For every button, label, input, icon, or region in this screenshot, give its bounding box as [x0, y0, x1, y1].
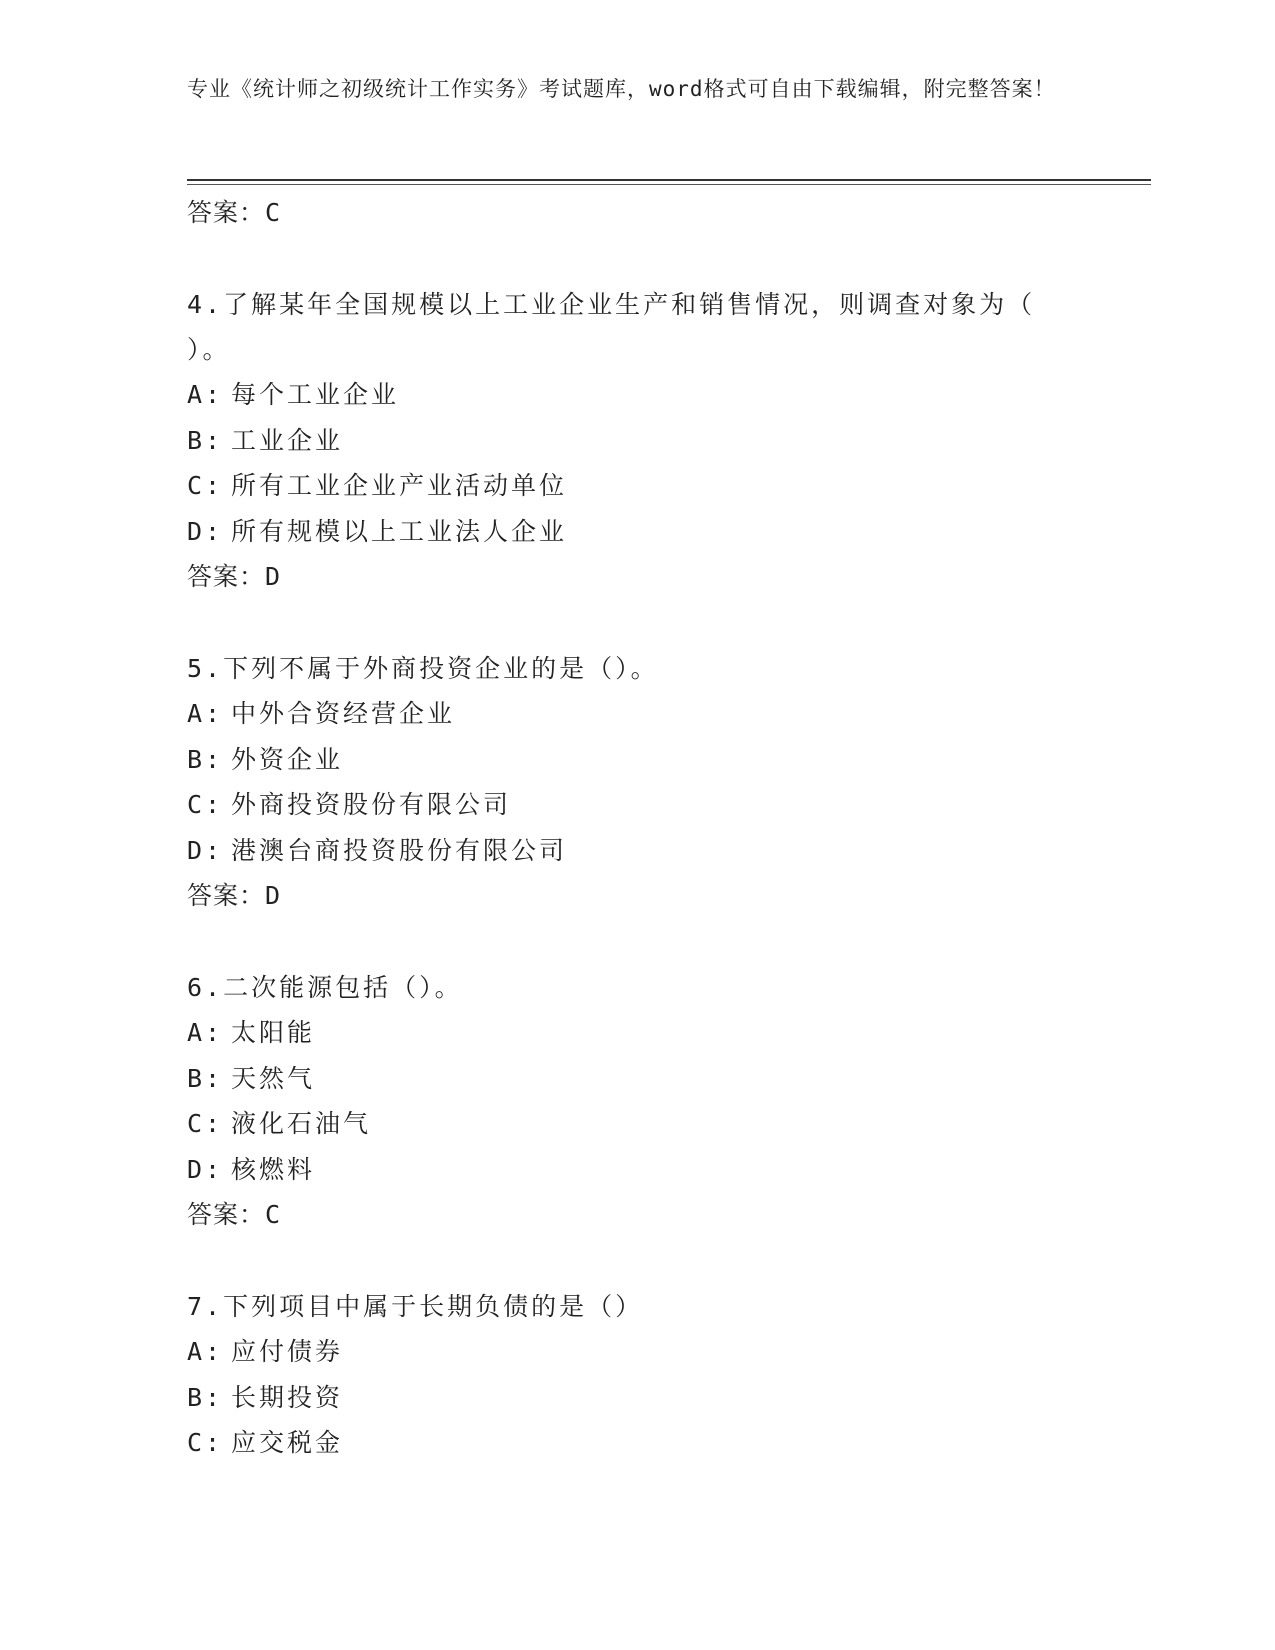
question-stem: 6.二次能源包括（）。: [187, 973, 463, 1002]
option-letter: B:: [187, 1382, 224, 1412]
option-text: 液化石油气: [231, 1109, 372, 1138]
option-text: 天然气: [231, 1063, 316, 1093]
option-letter: D:: [187, 516, 224, 546]
option-b: [187, 1056, 1087, 1102]
option-d: [187, 509, 1087, 555]
option-b: [187, 1375, 1087, 1421]
answer-line: [187, 554, 1087, 600]
question-stem: 5.下列不属于外商投资企业的是（）。: [187, 654, 659, 683]
option-text: 所有规模以上工业法人企业: [231, 516, 568, 546]
answer-value: D: [265, 562, 282, 591]
option-a: [187, 372, 1087, 418]
answer-value: C: [265, 198, 282, 227]
question-5: [187, 646, 1087, 919]
header-rule-thin: [187, 184, 1151, 185]
option-text: 每个工业企业: [231, 380, 400, 409]
header-rule-thick: [187, 179, 1151, 181]
answer-value: D: [265, 881, 282, 910]
question-4: [187, 282, 1087, 600]
option-letter: D:: [187, 1154, 224, 1184]
option-letter: A:: [187, 380, 224, 409]
option-text: 所有工业企业产业活动单位: [231, 471, 568, 500]
option-text: 应付债券: [231, 1337, 344, 1366]
question-stem: 7.下列项目中属于长期负债的是（）: [187, 1292, 644, 1321]
option-letter: C:: [187, 790, 224, 819]
option-b: [187, 737, 1087, 783]
option-c: [187, 1101, 1087, 1147]
option-text: 太阳能: [231, 1018, 316, 1047]
option-c: [187, 782, 1087, 828]
option-letter: C:: [187, 1428, 224, 1457]
option-letter: B:: [187, 425, 224, 455]
answer-label: 答案：: [187, 198, 266, 227]
option-d: [187, 828, 1087, 874]
option-text: 中外合资经营企业: [231, 699, 456, 728]
option-letter: A:: [187, 1018, 224, 1047]
answer-label: 答案：: [187, 562, 266, 591]
option-text: 核燃料: [231, 1154, 316, 1184]
question-list: [187, 190, 1087, 1466]
option-text: 外商投资股份有限公司: [231, 790, 512, 819]
option-text: 工业企业: [231, 425, 344, 455]
option-text: 应交税金: [231, 1428, 344, 1457]
answer-label: 答案：: [187, 1200, 266, 1229]
option-text: 外资企业: [231, 744, 344, 774]
option-a: [187, 691, 1087, 737]
option-c: [187, 1420, 1087, 1466]
question-7: [187, 1284, 1087, 1466]
option-letter: A:: [187, 699, 224, 728]
answer-label: 答案：: [187, 881, 266, 910]
option-letter: A:: [187, 1337, 224, 1366]
option-letter: B:: [187, 1063, 224, 1093]
option-letter: C:: [187, 1109, 224, 1138]
option-letter: B:: [187, 744, 224, 774]
option-d: [187, 1147, 1087, 1193]
answer-line: [187, 190, 1087, 236]
option-a: [187, 1329, 1087, 1375]
option-a: [187, 1010, 1087, 1056]
option-text: 港澳台商投资股份有限公司: [231, 835, 568, 865]
answer-line: [187, 873, 1087, 919]
option-c: [187, 463, 1087, 509]
question-stem: 4.了解某年全国规模以上工业企业生产和销售情况，则调查对象为（ ）。: [187, 290, 1036, 364]
question-6: [187, 965, 1087, 1238]
option-b: [187, 418, 1087, 464]
option-letter: C:: [187, 471, 224, 500]
answer-line: [187, 1192, 1087, 1238]
document-header: 专业《统计师之初级统计工作实务》考试题库，word格式可自由下载编辑，附完整答案！: [187, 77, 1056, 101]
option-text: 长期投资: [231, 1382, 344, 1412]
option-letter: D:: [187, 835, 224, 865]
answer-value: C: [265, 1200, 282, 1229]
